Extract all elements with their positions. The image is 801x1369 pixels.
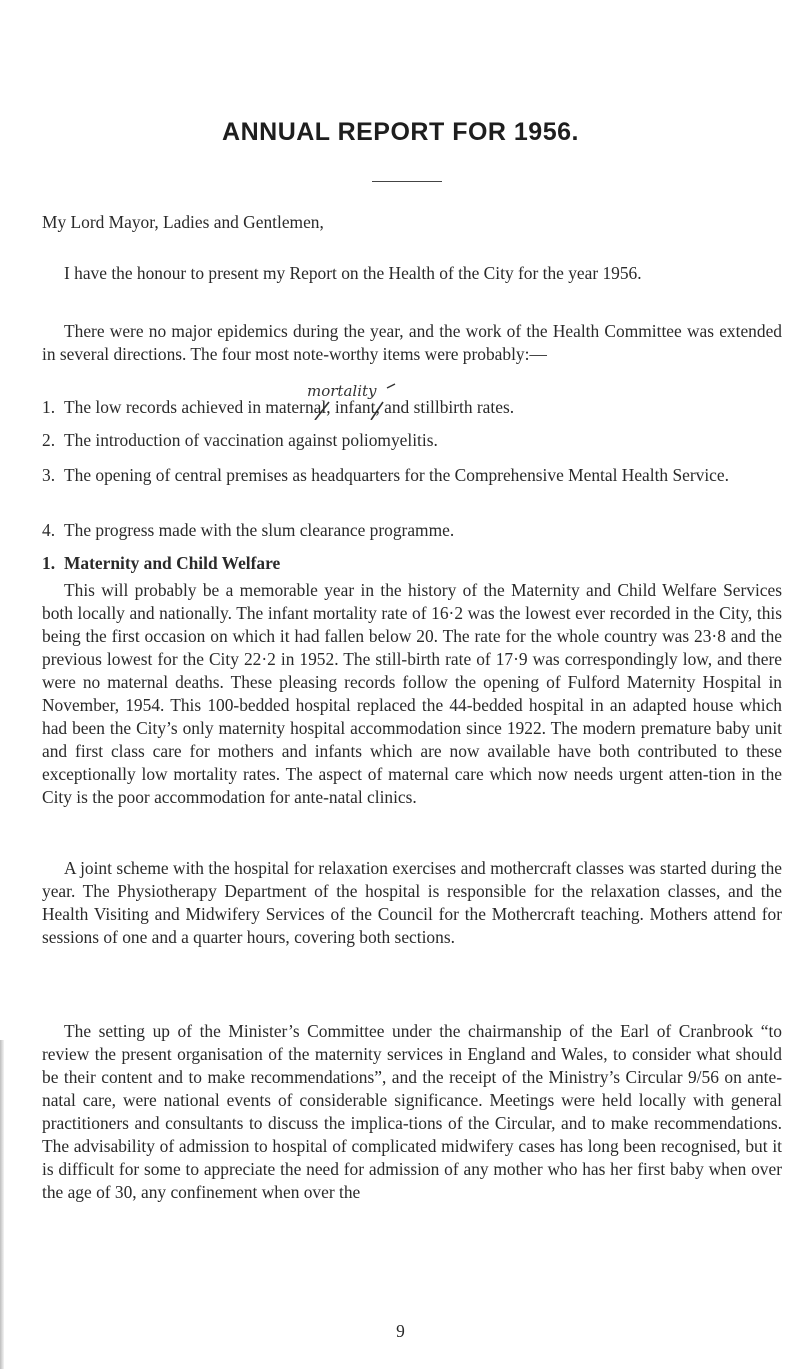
section-paragraph-1: This will probably be a memorable year in the history of the Maternity and Child Welfare Services both locally and nationally. The infant mortality rate of 16·2 was the lowest ever recorded in the City, this being the first occasion on which it had fallen below 20. The rate for the whole country was 23·8 and the previous lowest for the City 22·2 in 1952. The still-birth rate of 17·9 was correspondingly low, and there were no maternal deaths. These pleasing records follow the opening of Fulford Maternity Hospital in November, 1954. This 100-bedded hospital replaced the 44-bedded hospital in an adapted house which had been the City’s only maternity hospital accommodation since 1922. The modern premature baby unit and first class care for mothers and infants which are now available have both contributed to these exceptionally low mortality rates. The aspect of maternal care which now needs urgent atten-tion in the City is the poor accommodation for ante-natal clinics. (42, 580, 782, 807)
section-paragraph-2: A joint scheme with the hospital for relaxation exercises and mothercraft classes was started during the year. The Physiotherapy Department of the hospital is responsible for the relaxation classes, and the Health Visiting and Midwifery Services of the Council for the Mothercraft teaching. Mothers attend for sessions of one and a quarter hours, covering both sections. (42, 858, 782, 947)
handwritten-annotation-text: mortality (307, 382, 377, 400)
binding-shadow (0, 1040, 4, 1369)
list-item-number: 1. (42, 397, 56, 417)
section-heading (42, 552, 782, 575)
list-item-text: The low records achieved in maternal, infant, and stillbirth rates. (64, 397, 515, 417)
list-item-number: 3. (42, 465, 56, 485)
list-item-text: The progress made with the slum clearance programme. (64, 520, 455, 540)
list-item-number: 2. (42, 430, 56, 450)
list-item-text: The introduction of vaccination against poliomyelitis. (64, 430, 438, 450)
salutation: My Lord Mayor, Ladies and Gentlemen, (42, 212, 324, 232)
list-item-number: 4. (42, 520, 56, 540)
section-paragraph-3: The setting up of the Minister’s Committee under the chairmanship of the Earl of Cranbrook “to review the present organisation of the maternity services in England and Wales, to consider what should be their content and to make recommendations”, and the receipt of the Ministry’s Circular 9/56 on ante-natal care, were national events of considerable significance. Meetings were held locally with general practitioners and consultants to discuss the implica-tions of the Circular, and to make recommendations. The advisability of admission to hospital of complicated midwifery cases has long been recognised, but it is difficult for some to appreciate the need for admission of any mother who has her first baby when over the age of 30, any confinement when over the (42, 1021, 782, 1202)
section-title: Maternity and Child Welfare (64, 553, 281, 573)
page-number: 9 (396, 1321, 405, 1341)
intro-paragraph-1: I have the honour to present my Report on the Health of the City for the year 1956. (64, 263, 642, 283)
intro-paragraph-2: There were no major epidemics during the year, and the work of the Health Committee was extended in several directions. The four most note-worthy items were probably:— (42, 321, 782, 364)
list-item-text: The opening of central premises as headquarters for the Comprehensive Mental Health Service. (64, 465, 729, 485)
section-number: 1. (42, 553, 56, 573)
report-title: ANNUAL REPORT FOR 1956. (222, 118, 579, 146)
title-divider (372, 181, 442, 182)
